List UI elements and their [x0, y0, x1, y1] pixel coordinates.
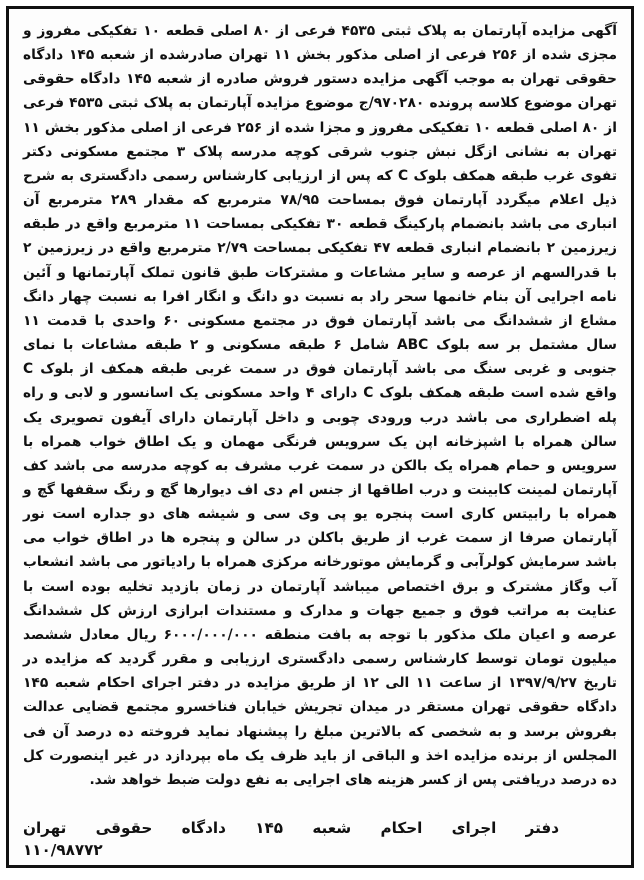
auction-notice [23, 19, 617, 792]
notice-frame [6, 6, 634, 868]
notice-footer [23, 819, 617, 859]
issuer-signature: دفتر اجرای احکام شعبه ۱۴۵ دادگاه حقوقی تهران [23, 819, 560, 837]
reference-number: ۱۱۰/۹۸۷۷۲ [23, 841, 103, 859]
notice-body: آگهی مزایده آپارتمان به پلاک ثبتی ۴۵۳۵ فرعی از ۸۰ اصلی قطعه ۱۰ تفکیکی مفروز و مجزی شده از ۲۵۶ فرعی از اصلی مذکور بخش ۱۱ تهران صادرشده از شعبه ۱۴۵ دادگاه حقوقی تهران به موجب آگهی مزایده دستور فروش صادره از شعبه ۱۴۵ دادگاه حقوقی تهران موضوع کلاسه پرونده ۹۷۰۲۸۰/ج موضوع مزایده آپارتمان به پلاک ثبتی ۴۵۳۵ فرعی از ۸۰ اصلی قطعه ۱۰ تفکیکی مفروز و مجزا شده از ۲۵۶ فرعی از اصلی مذکور بخش ۱۱ تهران به نشانی ازگل نبش جنوب شرقی کوچه مدرسه پلاک ۳ مجتمع مسکونی دکتر تفوی غرب طبقه همکف بلوک C که پس از ارزیابی کارشناس رسمی دادگستری به شرح ذیل اعلام میگردد آپارتمان فوق بمساحت ۷۸/۹۵ مترمربع که مقدار ۲۸۹ مترمربع آن انباری می باشد بانضمام پارکینگ قطعه ۳۰ تفکیکی بمساحت ۱۱ مترمربع واقع در طبقه زیرزمین ۲ بانضمام انباری قطعه ۴۷ تفکیکی بمساحت ۲/۷۹ مترمربع واقع در زیرزمین ۲ با قدرالسهم از عرصه و سایر مشاعات و مشترکات طبق قانون تملک آپارتمانها و آئین نامه اجرایی آن بنام خانمها سحر راد به نسبت دو دانگ و انگار افرا به نسبت چهار دانگ مشاع از ششدانگ می باشد آپارتمان فوق در مجتمع مسکونی ۶۰ واحدی با قدمت ۱۱ سال مشتمل بر سه بلوک ABC شامل ۶ طبقه مسکونی و ۲ طبقه مشاعات با نمای جنوبی و غربی سنگ می باشد آپارتمان فوق در سمت غربی طبقه همکف از بلوک C واقع شده است طبقه همکف بلوک C دارای ۴ واحد مسکونی یک اسانسور و لابی و راه پله اضطراری می باشد درب ورودی چوبی و داخل آپارتمان دارای آیفون تصویری یک سالن همراه با اشپزخانه اپن یک سرویس فرنگی مهمان و یک اطاق خواب همراه با سرویس و حمام همراه یک بالکن در سمت غرب مشرف به کوچه مدرسه می باشد کف آپارتمان لمینت کابینت و درب اطاقها از جنس ام دی اف دیوارها گچ و رنگ سقفها گچ و همراه با رابیتس کاری است پنجره یو پی وی سی و شیشه های دو جداره است نور آپارتمان صرفا از سمت غرب از طریق باکلن در سالن و پنجره ها در اطاق خواب می باشد سرمایش کولرآبی و گرمایش موتورخانه مرکزی همراه با رادیاتور می باشد انشعاب آب وگاز مشترک و برق اختصاص میباشد آپارتمان در زمان بازدید تخلیه بوده است با عنایت به مراتب فوق و جمیع جهات و مدارک و مستندات ابرازی ارزش کل ششدانگ عرصه و اعیان ملک مذکور با توجه به بافت منطقه ۶۰۰۰/۰۰۰/۰۰۰ ریال معادل ششصد میلیون تومان توسط کارشناس رسمی دادگستری ارزیابی و مقرر گردید که مزایده در تاریخ ۱۳۹۷/۹/۲۷ از ساعت ۱۱ الی ۱۲ از طریق مزایده در دفتر اجرای احکام شعبه ۱۴۵ دادگاه حقوقی تهران مستقر در میدان تجریش خیابان فناخسرو مجتمع قضایی عدالت بفروش برسد و به شخصی که بالاترین مبلغ را پیشنهاد نماید فروخته ده درصد آن فی المجلس از برنده مزایده اخذ و الباقی از باید ظرف یک ماه بپردازد در غیر اینصورت کل ده درصد دریافتی پس از کسر هزینه های اجرایی به نفع دولت ضبط خواهد شد. [23, 23, 618, 788]
